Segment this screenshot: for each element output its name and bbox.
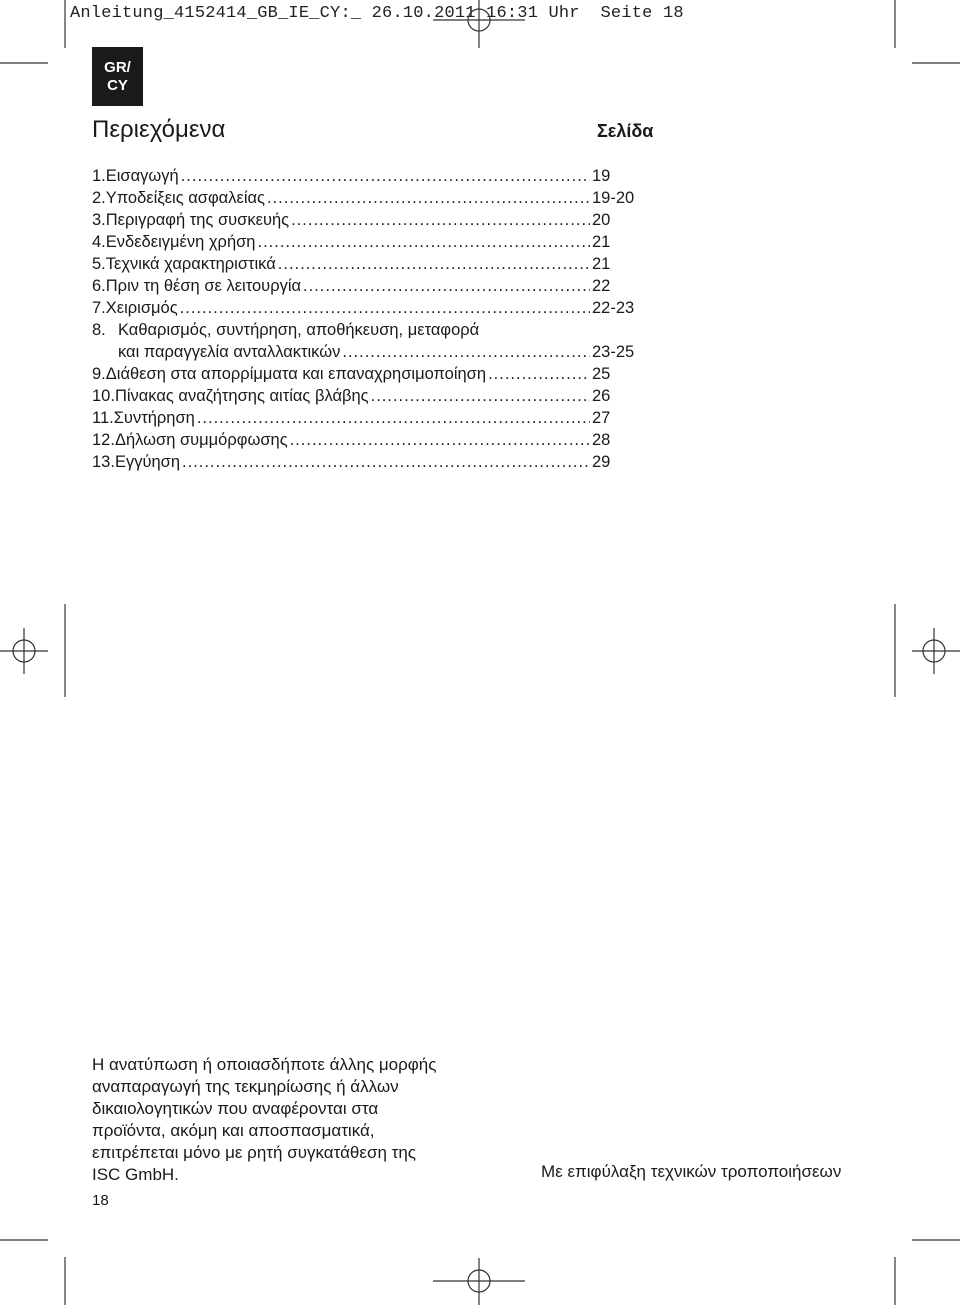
toc-entry-page: 22 (592, 277, 611, 295)
toc-entry-title: Πίνακας αναζήτησης αιτίας βλάβης (114, 387, 369, 405)
copyright-notice (92, 1054, 482, 1186)
toc-entry-title: Καθαρισμός, συντήρηση, αποθήκευση, μεταφορά (118, 321, 480, 339)
toc-entry-number: 13. (92, 453, 115, 471)
toc-leader-dots (278, 253, 590, 275)
toc-page-column-header: Σελίδα (597, 121, 654, 141)
toc-entry-title: Τεχνικά χαρακτηριστικά (105, 255, 276, 273)
toc-entry (92, 275, 652, 297)
toc-entry-number: 1. (92, 167, 106, 185)
toc-entry (92, 253, 652, 275)
toc-entry-title: Ενδεδειγμένη χρήση (105, 233, 256, 251)
toc-entry-page: 21 (592, 255, 611, 273)
toc-entry (92, 209, 652, 231)
toc-leader-dots (371, 385, 590, 407)
toc-entry (92, 407, 652, 429)
toc-entry-number: 7. (92, 299, 106, 317)
copyright-line: αναπαραγωγή της τεκμηρίωσης ή άλλων (92, 1077, 399, 1096)
toc-entry-number: 8. (92, 321, 106, 339)
toc-entry-number: 5. (92, 255, 106, 273)
toc-entry-page: 29 (592, 453, 611, 471)
toc-entry (92, 385, 652, 407)
toc-leader-dots (257, 231, 590, 253)
toc-entry-title: Περιγραφή της συσκευής (105, 211, 290, 229)
toc-entry (92, 165, 652, 187)
toc-entry-page: 20 (592, 211, 611, 229)
toc-entry (92, 363, 652, 385)
table-of-contents (92, 165, 652, 473)
copyright-line: δικαιολογητικών που αναφέρονται στα (92, 1099, 379, 1118)
toc-entry (92, 451, 652, 473)
toc-leader-dots (290, 429, 590, 451)
toc-entry-title: Δήλωση συμμόρφωσης (114, 431, 288, 449)
toc-leader-dots (303, 275, 590, 297)
toc-entry-number: 3. (92, 211, 106, 229)
registration-mark-left (0, 604, 65, 697)
toc-entry-number: 10. (92, 387, 115, 405)
toc-entry-title: Εισαγωγή (105, 167, 179, 185)
toc-entry-page: 23-25 (592, 343, 635, 361)
toc-entry-page: 22-23 (592, 299, 635, 317)
toc-entry-title: Εγγύηση (114, 453, 181, 471)
toc-entry-title: Διάθεση στα απορρίμματα και επαναχρησιμοποίηση (105, 365, 487, 383)
language-badge (92, 47, 143, 106)
registration-mark-top (433, 0, 525, 48)
toc-entry-page: 27 (592, 409, 611, 427)
toc-entry-page: 21 (592, 233, 611, 251)
copyright-line: επιτρέπεται μόνο με ρητή συγκατάθεση της (92, 1143, 416, 1162)
toc-entry (92, 429, 652, 451)
toc-leader-dots (267, 187, 590, 209)
toc-entry-title: Υποδείξεις ασφαλείας (105, 189, 265, 207)
toc-entry-page: 28 (592, 431, 611, 449)
toc-entry-number: 2. (92, 189, 106, 207)
toc-leader-dots (180, 297, 590, 319)
toc-entry-page: 25 (592, 365, 611, 383)
print-header-date: 26.10.2011 (371, 4, 476, 23)
toc-entry-page: 26 (592, 387, 611, 405)
toc-entry-page: 19-20 (592, 189, 635, 207)
toc-entry-title: Συντήρηση (113, 409, 195, 427)
toc-entry-page: 19 (592, 167, 611, 185)
toc-leader-dots (182, 451, 590, 473)
toc-entry (92, 187, 652, 209)
toc-entry (92, 319, 652, 341)
copyright-line: προϊόντα, ακόμη και αποσπασματικά, (92, 1121, 375, 1140)
toc-entry-number: 6. (92, 277, 106, 295)
toc-entry-number: 11. (92, 409, 114, 427)
toc-entry-number: 9. (92, 365, 106, 383)
toc-entry-number: 12. (92, 431, 115, 449)
toc-leader-dots (488, 363, 590, 385)
toc-entry (92, 297, 652, 319)
toc-leader-dots (181, 165, 590, 187)
copyright-line: Η ανατύπωση ή οποιασδήποτε άλλης μορφής (92, 1055, 437, 1074)
print-header-time: 16:31 Uhr (486, 4, 580, 23)
registration-mark-bottom (433, 1258, 525, 1305)
toc-entry-number: 4. (92, 233, 106, 251)
language-badge-line1: GR/ (104, 59, 131, 76)
toc-title: Περιεχόμενα (92, 116, 226, 143)
toc-entry-title: Πριν τη θέση σε λειτουργία (105, 277, 302, 295)
language-badge-line2: CY (107, 77, 128, 94)
print-header-page: Seite 18 (600, 4, 684, 23)
toc-entry-title-continued: και παραγγελία ανταλλακτικών (118, 343, 341, 361)
page-number: 18 (92, 1192, 109, 1209)
toc-leader-dots (291, 209, 590, 231)
copyright-line: ISC GmbH. (92, 1165, 179, 1184)
registration-mark-right (895, 604, 960, 697)
toc-entry (92, 231, 652, 253)
toc-leader-dots (342, 341, 590, 363)
technical-changes-note: Με επιφύλαξη τεχνικών τροποποιήσεων (541, 1162, 842, 1181)
toc-entry-title: Χειρισμός (105, 299, 178, 317)
print-header-file: Anleitung_4152414_GB_IE_CY:_ (70, 4, 362, 23)
toc-entry-continuation (92, 341, 652, 363)
toc-leader-dots (197, 407, 590, 429)
